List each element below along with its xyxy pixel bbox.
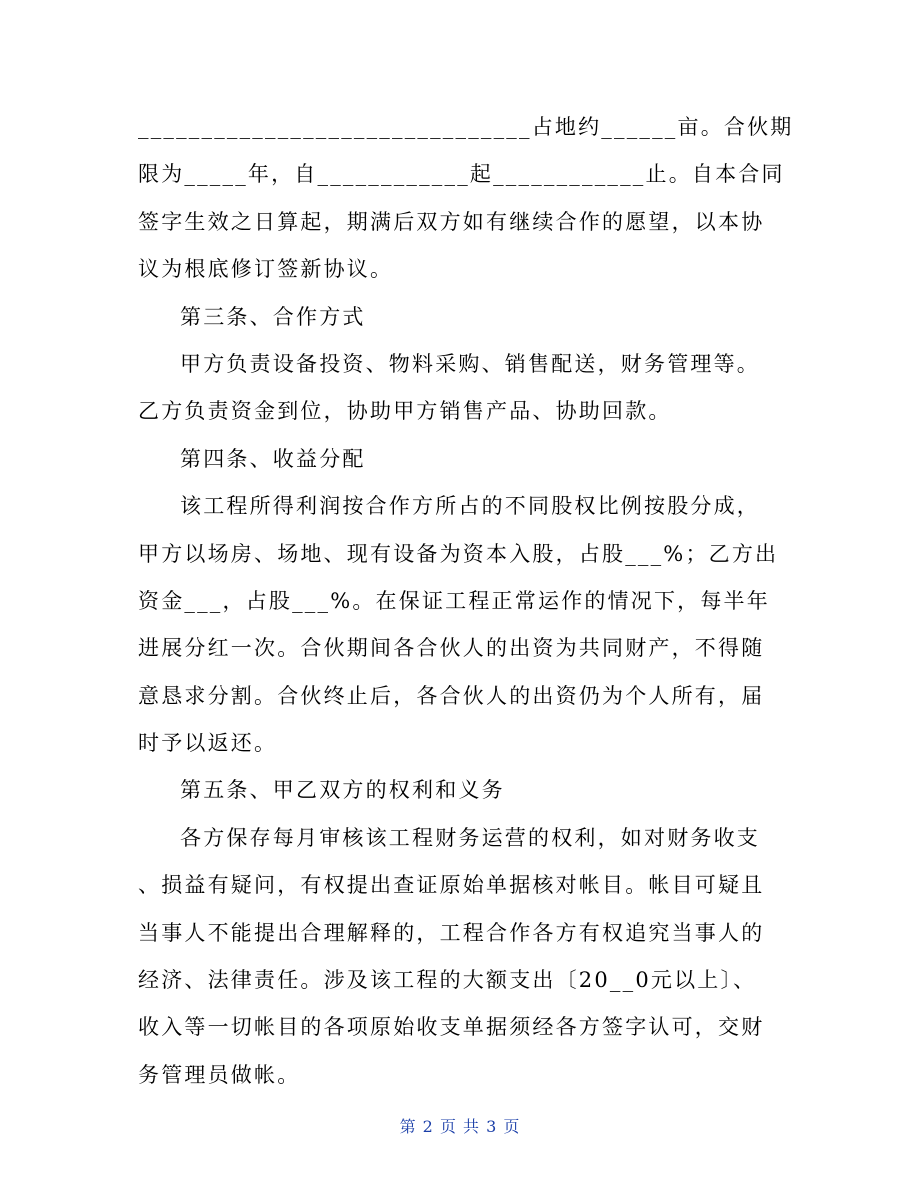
section-heading-3: 第三条、合作方式 (180, 304, 366, 329)
section-heading-5: 第五条、甲乙双方的权利和义务 (180, 778, 505, 803)
text-line: 议为根底修订签新协议。 (138, 257, 394, 282)
text-line: 意恳求分割。合伙终止后，各合伙人的出资仍为个人所有，届 (138, 683, 765, 708)
text-line: 当事人不能提出合理解释的，工程合作各方有权追究当事人的 (138, 920, 765, 945)
text-line: 该工程所得利润按合作方所占的不同股权比例按股分成， (180, 494, 760, 519)
text-line: _______________________________占地约______亩。合伙期 (138, 115, 794, 139)
text-line: 务管理员做帐。 (138, 1062, 301, 1087)
text-line: 经济、法律责任。涉及该工程的大额支出〔20__0元以上〕、 (138, 968, 757, 993)
text-line: 资金___，占股___%。在保证工程正常运作的情况下，每半年 (138, 588, 770, 613)
text-line: 收入等一切帐目的各项原始收支单据须经各方签字认可，交财 (138, 1015, 765, 1040)
text-line: 甲方负责设备投资、物料采购、销售配送，财务管理等。 (180, 351, 760, 376)
text-line: 各方保存每月审核该工程财务运营的权利，如对财务收支 (180, 825, 760, 850)
text-line: 进展分红一次。合伙期间各合伙人的出资为共同财产，不得随 (138, 636, 765, 661)
document-body (138, 104, 794, 1099)
text-line: 限为_____年，自____________起____________止。自本合同 (138, 162, 785, 187)
page-number-footer: 第 2 页 共 3 页 (399, 1117, 521, 1136)
text-line: 乙方负责资金到位，协助甲方销售产品、协助回款。 (138, 399, 672, 424)
text-line: 、损益有疑问，有权提出查证原始单据核对帐目。帐目可疑且 (138, 873, 765, 898)
text-line: 甲方以场房、场地、现有设备为资本入股，占股___%；乙方出 (138, 541, 779, 566)
text-line: 签字生效之日算起，期满后双方如有继续合作的愿望，以本协 (138, 209, 765, 234)
text-line: 时予以返还。 (138, 731, 278, 756)
section-heading-4: 第四条、收益分配 (180, 446, 366, 471)
